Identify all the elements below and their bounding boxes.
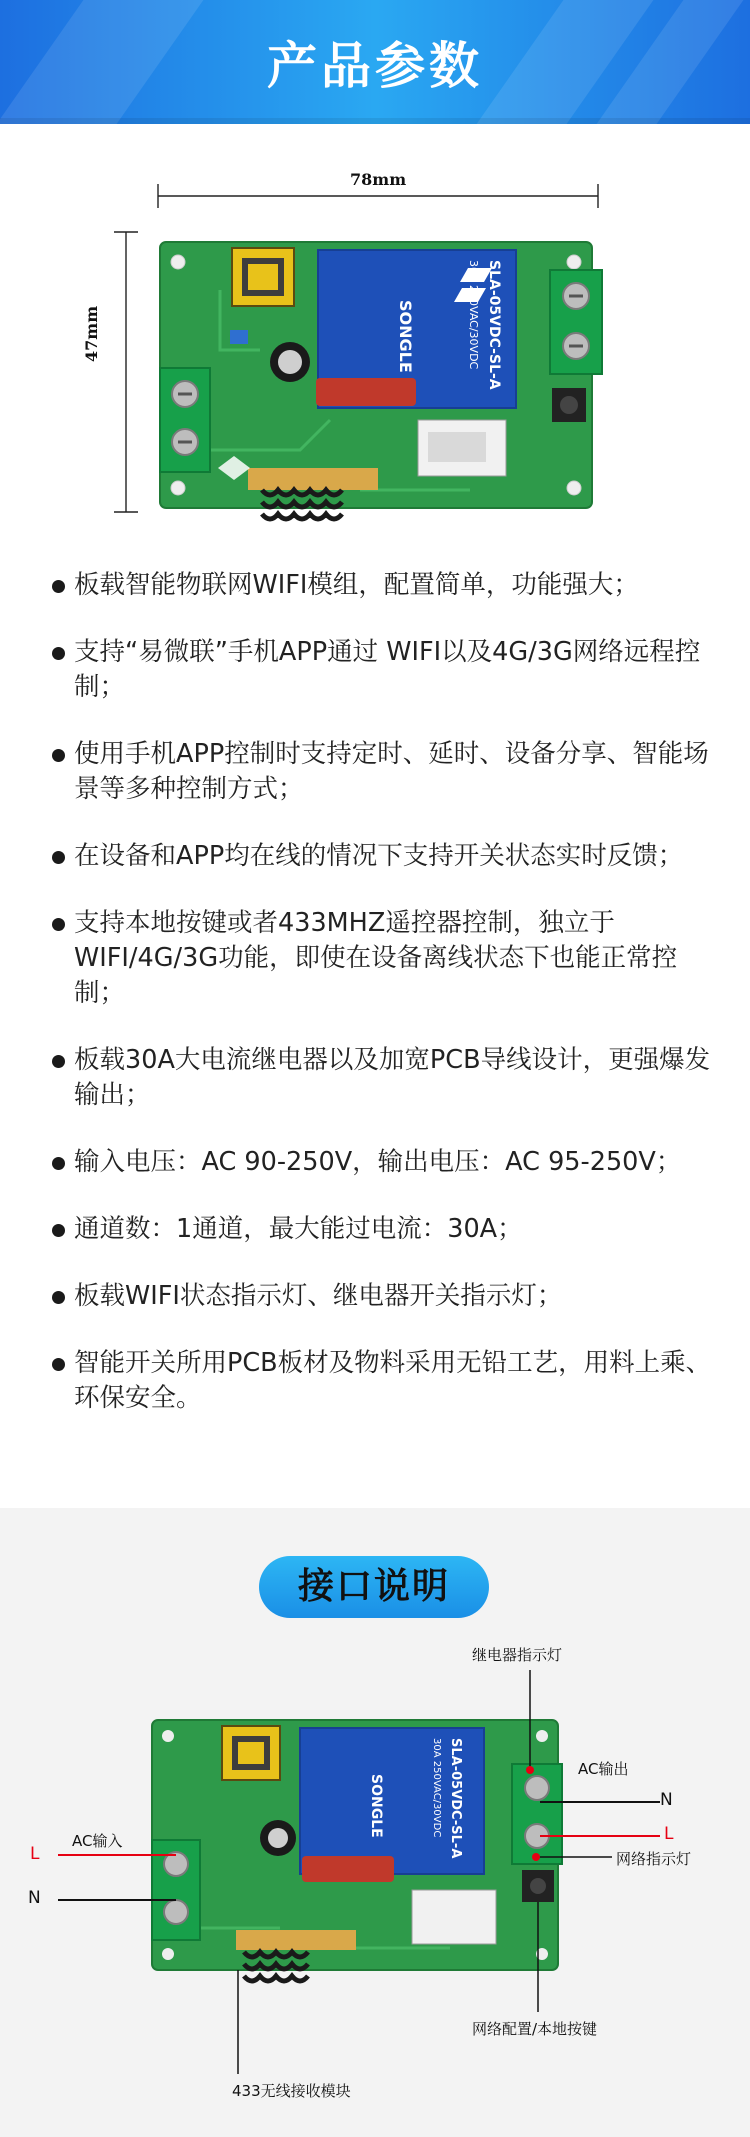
list-item: 在设备和APP均在线的情况下支持开关状态实时反馈； <box>52 839 712 874</box>
list-item: 通道数：1通道，最大能过电流：30A； <box>52 1212 712 1247</box>
bullet-icon <box>52 1291 65 1304</box>
svg-text:SONGLE: SONGLE <box>368 1774 384 1838</box>
page-title: 产品参数 <box>267 37 483 95</box>
header-banner <box>0 0 750 124</box>
bullet-icon <box>52 1055 65 1068</box>
list-item: 智能开关所用PCB板材及物料采用无铅工艺，用料上乘、环保安全。 <box>52 1346 712 1416</box>
bullet-icon <box>52 580 65 593</box>
bullet-icon <box>52 918 65 931</box>
ac-output-l-label: L <box>664 1824 674 1844</box>
ac-input-label: AC输入 <box>72 1832 123 1850</box>
width-dimension: 78mm <box>350 170 407 189</box>
network-indicator-label: 网络指示灯 <box>616 1850 692 1868</box>
svg-text:30A 250VAC/30VDC: 30A 250VAC/30VDC <box>431 1738 442 1838</box>
bullet-icon <box>52 1358 65 1371</box>
list-item: 板载WIFI状态指示灯、继电器开关指示灯； <box>52 1279 712 1314</box>
rf-module-label: 433无线接收模块 <box>232 2082 351 2100</box>
list-item: 输入电压：AC 90-250V，输出电压：AC 95-250V； <box>52 1145 712 1180</box>
bullet-icon <box>52 647 65 660</box>
relay-indicator-label: 继电器指示灯 <box>472 1646 563 1664</box>
list-item: 板载智能物联网WIFI模组，配置简单，功能强大； <box>52 568 712 603</box>
bullet-icon <box>52 1224 65 1237</box>
list-item: 使用手机APP控制时支持定时、延时、设备分享、智能场景等多种控制方式； <box>52 737 712 807</box>
svg-text:SONGLE: SONGLE <box>396 300 415 373</box>
height-dimension: 47mm <box>82 305 101 362</box>
svg-text:SLA-05VDC-SL-A: SLA-05VDC-SL-A <box>486 260 502 390</box>
ac-output-n-label: N <box>660 1790 673 1810</box>
ac-input-n-label: N <box>28 1888 41 1908</box>
bullet-icon <box>52 749 65 762</box>
board-photo <box>0 150 750 550</box>
bullet-icon <box>52 1157 65 1170</box>
feature-list <box>52 568 712 1448</box>
bullet-icon <box>52 851 65 864</box>
list-item: 支持本地按键或者433MHZ遥控器控制，独立于WIFI/4G/3G功能，即使在设备离线状态下也能正常控制； <box>52 906 712 1011</box>
list-item: 板载30A大电流继电器以及加宽PCB导线设计，更强爆发输出； <box>52 1043 712 1113</box>
svg-text:30A 250VAC/30VDC: 30A 250VAC/30VDC <box>467 260 480 370</box>
svg-text:SLA-05VDC-SL-A: SLA-05VDC-SL-A <box>448 1738 463 1859</box>
ac-output-label: AC输出 <box>578 1760 629 1778</box>
list-item: 支持“易微联”手机APP通过 WIFI以及4G/3G网络远程控制； <box>52 635 712 705</box>
interface-title: 接口说明 <box>259 1556 489 1618</box>
interface-section <box>0 1508 750 2137</box>
board-dimension-figure <box>0 150 750 550</box>
ac-input-l-label: L <box>30 1844 40 1864</box>
network-config-label: 网络配置/本地按键 <box>472 2020 598 2038</box>
interface-diagram <box>0 1508 750 2137</box>
